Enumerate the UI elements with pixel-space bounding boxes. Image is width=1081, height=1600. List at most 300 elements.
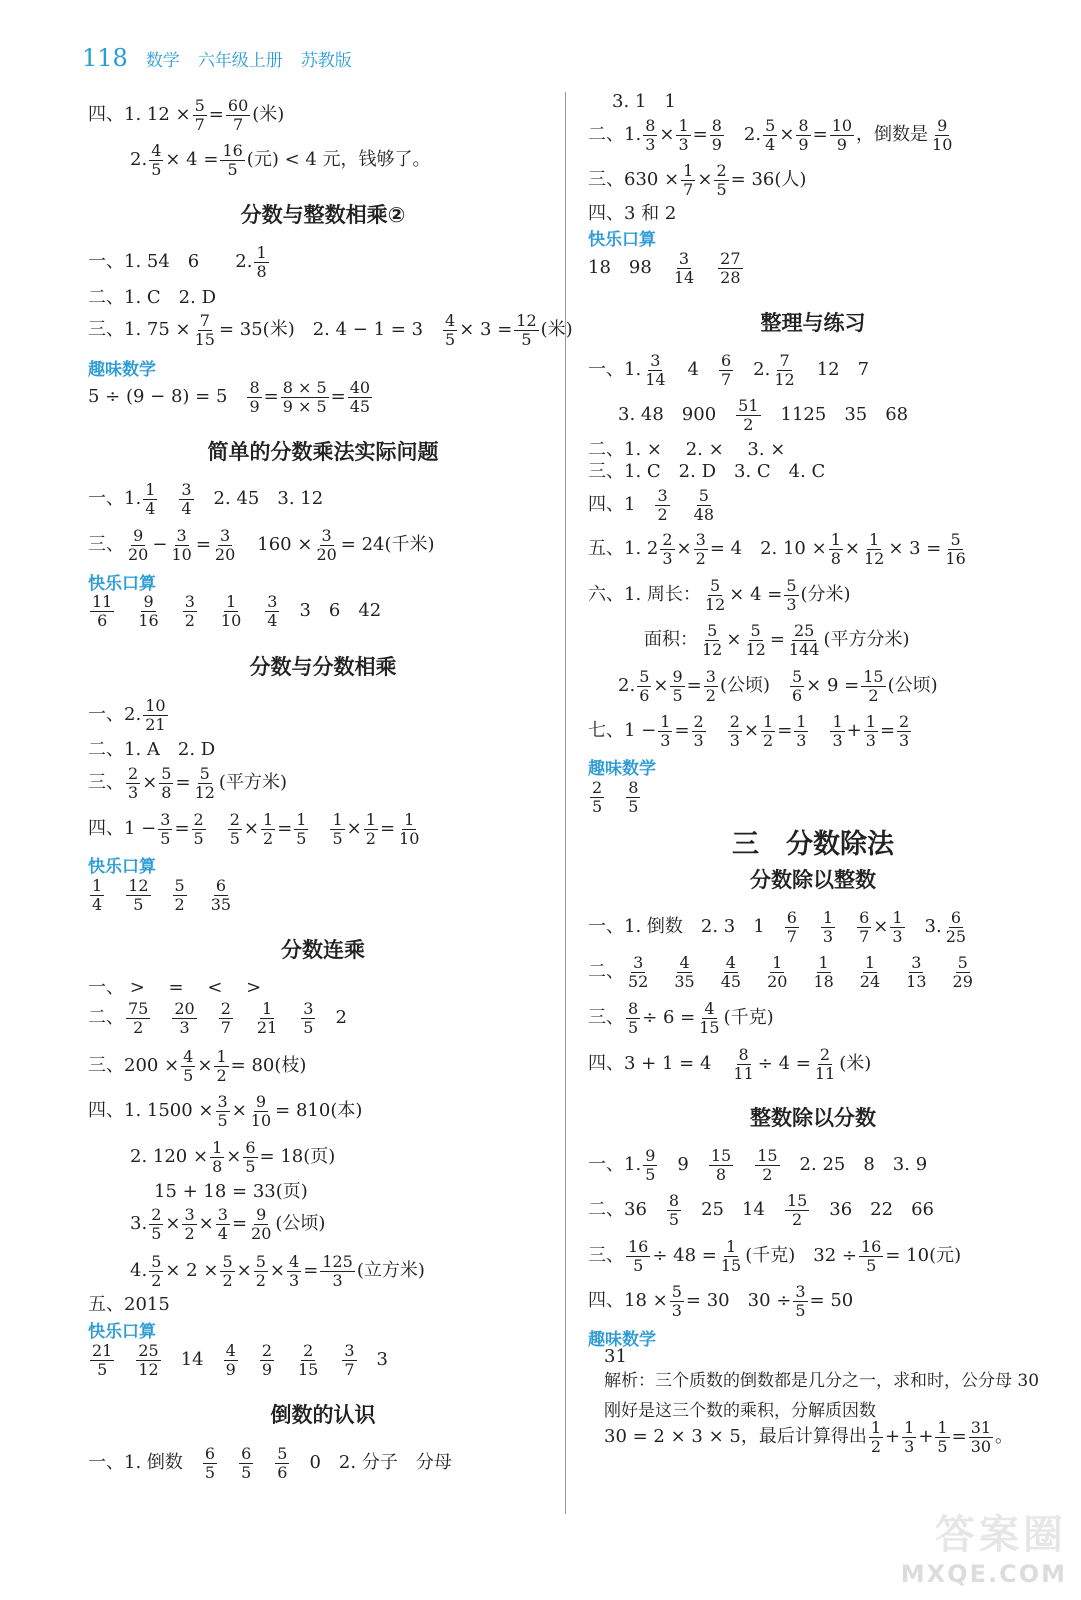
answer-text: = 36(人) xyxy=(730,169,807,191)
fraction-denominator: 20 xyxy=(767,971,788,991)
fraction xyxy=(193,312,217,348)
answer-text: × xyxy=(346,818,362,840)
fraction xyxy=(261,811,275,847)
fraction xyxy=(183,593,197,629)
fraction xyxy=(904,954,928,990)
answer-text: 2. 25 8 3. 9 xyxy=(781,1154,928,1176)
fraction-denominator: 5 xyxy=(937,1436,948,1456)
page-header xyxy=(82,44,352,74)
answer-text: 25 14 xyxy=(683,1199,783,1221)
answer-text: 2. xyxy=(735,359,771,381)
fraction-numerator: 8 × 5 xyxy=(282,378,327,398)
answer-text xyxy=(281,1008,299,1028)
fraction-numerator: 4 xyxy=(289,1252,300,1272)
fraction-numerator: 2 xyxy=(729,712,740,732)
fraction xyxy=(796,117,810,153)
answer-text: 0 2. 分子 分母 xyxy=(291,1452,452,1474)
section-tag: 快乐口算 xyxy=(588,230,656,250)
fraction-denominator: 9 xyxy=(261,1359,272,1379)
fraction xyxy=(193,97,207,133)
fraction xyxy=(861,668,885,704)
fraction-numerator: 3 xyxy=(795,1282,806,1302)
answer-text: 三、 xyxy=(588,1007,624,1029)
column-divider xyxy=(565,92,566,1514)
answer-text: = 4 2. 10 × xyxy=(709,538,827,560)
answer-text: 2. 120 × xyxy=(130,1146,209,1168)
fraction-denominator: 9 xyxy=(225,1359,236,1379)
fraction xyxy=(728,713,742,749)
answer-text xyxy=(735,1155,753,1175)
answer-line xyxy=(644,618,910,662)
section-title: 分数连乘 xyxy=(281,938,365,962)
answer-line xyxy=(588,1042,871,1086)
fraction-numerator: 6 xyxy=(721,351,732,371)
answer-text: 一、 > = < > xyxy=(88,977,262,999)
answer-line xyxy=(88,589,381,633)
fraction xyxy=(342,1342,356,1378)
answer-line xyxy=(88,873,235,917)
fraction xyxy=(951,954,975,990)
fraction-numerator: 7 xyxy=(779,351,790,371)
fraction-numerator: 4 xyxy=(725,953,736,973)
fraction-numerator: 5 xyxy=(709,576,721,596)
fraction-numerator: 1 xyxy=(92,876,103,896)
fraction-numerator: 1 xyxy=(216,1047,227,1067)
fraction xyxy=(897,713,911,749)
fraction xyxy=(755,1147,779,1183)
fraction-numerator: 3 xyxy=(695,530,706,550)
fraction-denominator: 3 xyxy=(179,1017,190,1037)
fraction-denominator: 45 xyxy=(349,396,371,416)
fraction xyxy=(731,1046,755,1082)
answer-text: = xyxy=(208,104,224,126)
fraction-numerator: 16 xyxy=(861,1237,882,1257)
answer-text xyxy=(116,1350,134,1370)
answer-text xyxy=(189,885,207,905)
fraction-denominator: 5 xyxy=(795,1300,806,1320)
fraction xyxy=(249,1093,273,1129)
fraction-numerator: 1 xyxy=(830,530,841,550)
fraction xyxy=(314,527,338,563)
answer-text xyxy=(745,962,763,982)
fraction-numerator: 5 xyxy=(765,116,776,136)
fraction-numerator: 3 xyxy=(633,953,644,973)
answer-text: × xyxy=(697,169,713,191)
fraction-numerator: 16 xyxy=(222,141,243,161)
answer-text: 一、1. 倒数 xyxy=(88,1452,201,1474)
fraction xyxy=(158,811,172,847)
answer-text: = xyxy=(379,818,396,840)
fraction-denominator: 35 xyxy=(674,971,695,991)
fraction-denominator: 12 xyxy=(774,369,795,389)
answer-text: 一、2. xyxy=(88,704,142,726)
fraction-denominator: 52 xyxy=(628,971,649,991)
fraction-numerator: 4 xyxy=(679,953,690,973)
fraction-denominator: 6 xyxy=(639,685,650,705)
fraction xyxy=(714,162,728,198)
fraction-numerator: 8 xyxy=(645,116,656,136)
answer-text: × xyxy=(269,1260,285,1282)
fraction-denominator: 2 xyxy=(174,894,185,914)
fraction-numerator: 3 xyxy=(267,592,278,612)
fraction xyxy=(670,1283,684,1319)
fraction-numerator: 9 xyxy=(133,526,144,546)
fraction-denominator: 5 xyxy=(133,894,144,914)
fraction-denominator: 7 xyxy=(721,369,732,389)
answer-text xyxy=(810,721,828,741)
fraction-numerator: 6 xyxy=(245,1138,256,1158)
fraction xyxy=(821,909,835,945)
answer-line xyxy=(588,348,869,392)
answer-text: (米) xyxy=(252,104,285,126)
fraction-denominator: 2 xyxy=(184,1223,195,1243)
fraction-numerator: 5 xyxy=(277,1444,288,1464)
fraction-denominator: 9 xyxy=(711,134,722,154)
answer-text: = xyxy=(674,720,690,742)
fraction-denominator: 4 xyxy=(92,894,103,914)
section-tag: 趣味数学 xyxy=(588,1330,656,1350)
fraction-numerator: 10 xyxy=(831,116,853,136)
fraction-denominator: 12 xyxy=(704,594,726,614)
fraction-numerator: 3 xyxy=(184,592,195,612)
fraction-numerator: 25 xyxy=(138,1341,159,1361)
fraction xyxy=(287,1253,301,1289)
fraction-denominator: 7 xyxy=(683,179,694,199)
fraction xyxy=(254,244,268,280)
answer-text: × xyxy=(743,720,760,742)
fraction xyxy=(179,481,193,517)
fraction xyxy=(301,1000,315,1036)
fraction xyxy=(209,877,233,913)
fraction xyxy=(149,142,163,178)
fraction-numerator: 20 xyxy=(174,999,195,1019)
explanation-text: 解析：三个质数的倒数都是几分之一，求和时，公分母 30 刚好是这三个数的乘积，分解质因数 xyxy=(604,1371,1040,1421)
answer-text: = xyxy=(686,675,702,697)
fraction-numerator: 2 xyxy=(220,999,231,1019)
fraction-denominator: 7 xyxy=(220,1017,231,1037)
answer-text: × xyxy=(726,629,742,651)
fraction-numerator: 4 xyxy=(183,1047,194,1067)
answer-text: = 10(元) xyxy=(885,1245,962,1267)
fraction-numerator: 1 xyxy=(261,999,273,1019)
fraction-numerator: 1 xyxy=(796,712,807,732)
answer-text: = xyxy=(175,772,191,794)
fraction-denominator: 5 xyxy=(672,685,683,705)
answer-line xyxy=(588,527,970,571)
fraction-denominator: 3 xyxy=(289,1270,300,1290)
fraction-denominator: 2 xyxy=(133,1017,144,1037)
fraction-numerator: 5 xyxy=(151,1252,162,1272)
answer-text: + xyxy=(918,1426,934,1448)
answer-text: 二、1. A 2. D xyxy=(88,739,216,761)
answer-text: 36 22 66 xyxy=(811,1199,934,1221)
fraction xyxy=(90,593,114,629)
fraction-denominator: 5 xyxy=(204,1462,216,1482)
fraction-denominator: 2 xyxy=(868,685,879,705)
answer-text: = xyxy=(330,386,346,408)
fraction-numerator: 1 xyxy=(818,953,829,973)
answer-text: = xyxy=(263,386,279,408)
fraction xyxy=(718,250,742,286)
answer-text xyxy=(801,917,819,937)
answer-text: 1125 35 68 xyxy=(762,404,909,426)
answer-text: 三、 xyxy=(88,772,124,794)
fraction-denominator: 5 xyxy=(668,1209,680,1229)
answer-text: (米) xyxy=(540,319,573,341)
fraction xyxy=(213,527,237,563)
answer-text xyxy=(235,1008,253,1028)
answer-text: 160 × xyxy=(239,534,313,556)
answer-text: (公顷) xyxy=(887,675,938,697)
answer-text: = xyxy=(812,124,828,146)
answer-text xyxy=(606,787,624,807)
fraction-denominator: 2 xyxy=(763,730,774,750)
answer-text xyxy=(652,962,670,982)
fraction-numerator: 9 xyxy=(255,1092,267,1112)
fraction-numerator: 1 xyxy=(772,953,783,973)
fraction xyxy=(294,811,308,847)
answer-text: (公顷) xyxy=(719,675,788,697)
fraction-numerator: 6 xyxy=(859,908,870,928)
fraction-denominator: 5 xyxy=(241,1462,252,1482)
edition-label: 苏教版 xyxy=(300,51,352,71)
answer-text: = 24(千米) xyxy=(340,534,435,556)
section-tag: 快乐口算 xyxy=(88,574,156,594)
fraction xyxy=(265,593,279,629)
fraction-numerator: 3 xyxy=(911,953,922,973)
answer-text: 一、1. 54 6 2. xyxy=(88,251,253,273)
fraction-denominator: 2 xyxy=(222,1270,233,1290)
fraction xyxy=(626,779,640,815)
answer-text: + xyxy=(846,720,862,742)
fraction xyxy=(811,954,835,990)
fraction xyxy=(126,765,140,801)
fraction-denominator: 15 xyxy=(194,329,215,349)
fraction-denominator: 10 xyxy=(220,610,242,630)
fraction-denominator: 5 xyxy=(97,1359,108,1379)
fraction xyxy=(890,909,904,945)
fraction-numerator: 12 xyxy=(516,311,537,331)
fraction-numerator: 1 xyxy=(763,712,774,732)
answer-text: 六、1. 周长： xyxy=(588,584,701,606)
answer-text xyxy=(199,601,217,621)
fraction xyxy=(626,954,650,990)
fraction-numerator: 5 xyxy=(698,486,709,506)
fraction-denominator: 5 xyxy=(633,1255,644,1275)
fraction-denominator: 12 xyxy=(745,639,766,659)
fraction xyxy=(794,713,808,749)
answer-text: × xyxy=(873,916,889,938)
fraction xyxy=(216,1206,230,1242)
fraction xyxy=(681,162,695,198)
fraction xyxy=(700,622,724,658)
fraction-denominator: 5 xyxy=(645,1164,656,1184)
fraction xyxy=(90,1342,114,1378)
answer-text xyxy=(255,1453,273,1473)
answer-text: 2. xyxy=(725,124,762,146)
fraction-numerator: 5 xyxy=(707,621,718,641)
fraction-denominator: 6 xyxy=(791,685,803,705)
fraction-numerator: 6 xyxy=(950,908,961,928)
answer-text: = 35(米) 2. 4 − 1 = 3 xyxy=(218,319,442,341)
fraction xyxy=(869,1419,883,1455)
answer-text: = xyxy=(231,1213,248,1235)
fraction-numerator: 3 xyxy=(705,667,716,687)
fraction-denominator: 10 xyxy=(250,1110,272,1130)
fraction-denominator: 9 xyxy=(249,396,260,416)
fraction xyxy=(590,779,604,815)
answer-line xyxy=(588,113,956,157)
fraction xyxy=(930,117,954,153)
answer-line xyxy=(88,1044,306,1088)
answer-text: (千克) xyxy=(723,1007,774,1029)
fraction-numerator: 75 xyxy=(128,999,149,1019)
fraction xyxy=(172,1000,196,1036)
fraction-numerator: 10 xyxy=(145,696,166,716)
fraction-denominator: 2 xyxy=(365,828,376,848)
fraction xyxy=(704,668,718,704)
answer-line xyxy=(88,1338,388,1382)
answer-text: 五、2015 xyxy=(88,1294,170,1316)
answer-line xyxy=(588,1143,927,1187)
page-number: 118 xyxy=(82,44,128,72)
fraction-denominator: 3 xyxy=(729,730,740,750)
answer-line xyxy=(588,1279,853,1323)
answer-text xyxy=(116,601,134,621)
answer-text xyxy=(322,1350,340,1370)
fraction-numerator: 4 xyxy=(225,1341,236,1361)
fraction-denominator: 4 xyxy=(181,498,192,518)
fraction-numerator: 3 xyxy=(184,1205,195,1225)
answer-text: × xyxy=(653,675,669,697)
fraction-numerator: 1 xyxy=(725,1237,737,1257)
answer-text xyxy=(219,1453,237,1473)
answer-text: 四、1 xyxy=(588,494,654,516)
fraction-denominator: 9 xyxy=(798,134,809,154)
fraction-denominator: 7 xyxy=(194,114,205,134)
fraction-denominator: 24 xyxy=(859,971,881,991)
fraction-numerator: 2 xyxy=(128,764,139,784)
fraction xyxy=(703,577,727,613)
fraction xyxy=(862,531,886,567)
fraction xyxy=(864,713,878,749)
fraction-numerator: 1 xyxy=(225,592,237,612)
answer-text: 12 7 xyxy=(798,359,870,381)
fraction-numerator: 2 xyxy=(693,712,704,732)
answer-text: × 3 = xyxy=(459,319,513,341)
answer-text: 二、36 xyxy=(588,1199,665,1221)
answer-text: (立方米) xyxy=(356,1260,425,1282)
fraction-denominator: 15 xyxy=(298,1359,319,1379)
fraction-denominator: 5 xyxy=(217,1110,228,1130)
answer-text xyxy=(837,917,855,937)
fraction-numerator: 5 xyxy=(194,96,205,116)
fraction xyxy=(136,593,160,629)
fraction-denominator: 18 xyxy=(813,971,834,991)
fraction xyxy=(969,1419,993,1455)
fraction-numerator: 40 xyxy=(349,378,371,398)
fraction-numerator: 3 xyxy=(650,351,661,371)
answer-text: = xyxy=(951,1426,967,1448)
fraction xyxy=(214,1048,228,1084)
fraction-numerator: 1 xyxy=(678,116,689,136)
section-title: 分数除以整数 xyxy=(750,868,876,892)
fraction-numerator: 5 xyxy=(161,764,172,784)
fraction-numerator: 6 xyxy=(215,876,226,896)
fraction-denominator: 16 xyxy=(138,610,159,630)
fraction xyxy=(348,379,372,415)
answer-text: × 2 × xyxy=(165,1260,219,1282)
fraction-denominator: 21 xyxy=(145,714,166,734)
answer-line xyxy=(130,1202,325,1246)
fraction-denominator: 2 xyxy=(184,610,195,630)
answer-text: × 4 = xyxy=(729,584,783,606)
answer-text: = 80(枝) xyxy=(230,1055,307,1077)
fraction-numerator: 3 xyxy=(303,999,314,1019)
fraction-numerator: 8 xyxy=(249,378,260,398)
fraction xyxy=(247,379,261,415)
answer-text: 3. 48 900 xyxy=(618,404,735,426)
fraction-denominator: 5 xyxy=(160,828,171,848)
fraction-numerator: 5 xyxy=(222,1252,233,1272)
watermark-url: MXQE.COM xyxy=(900,1560,1067,1588)
fraction-numerator: 5 xyxy=(639,667,650,687)
answer-text: × xyxy=(659,124,675,146)
fraction xyxy=(858,954,882,990)
fraction-numerator: 1 xyxy=(904,1418,915,1438)
fraction-numerator: 3 xyxy=(160,810,171,830)
answer-text: × xyxy=(226,1146,242,1168)
fraction-denominator: 2 xyxy=(743,414,754,434)
fraction-numerator: 8 xyxy=(668,1191,680,1211)
answer-text: 2. 45 3. 12 xyxy=(195,488,324,510)
answer-text xyxy=(153,885,171,905)
fraction-denominator: 2 xyxy=(263,828,274,848)
fraction-denominator: 8 xyxy=(830,548,841,568)
fraction-denominator: 20 xyxy=(316,544,337,564)
answer-text: = xyxy=(777,720,793,742)
fraction-denominator: 4 xyxy=(145,498,156,518)
fraction xyxy=(626,1238,650,1274)
answer-text: = xyxy=(769,629,785,651)
fraction xyxy=(643,1147,657,1183)
fraction-denominator: 4 xyxy=(217,1223,228,1243)
fraction-numerator: 125 xyxy=(322,1252,353,1272)
fraction-denominator: 25 xyxy=(945,926,967,946)
answer-line xyxy=(130,1249,425,1293)
fraction-denominator: 48 xyxy=(693,504,714,524)
answer-text: − xyxy=(152,534,168,556)
fraction xyxy=(255,1000,279,1036)
answer-text: = 810(本) xyxy=(275,1100,363,1122)
answer-line xyxy=(130,138,431,182)
fraction xyxy=(692,487,716,523)
fraction-numerator: 1 xyxy=(296,810,307,830)
answer-text: 5 ÷ (9 − 8) = 5 xyxy=(88,386,246,408)
fraction-numerator: 9 xyxy=(672,667,683,687)
fraction-numerator: 15 xyxy=(757,1146,778,1166)
fraction-numerator: 8 xyxy=(711,116,722,136)
fraction-denominator: 14 xyxy=(645,369,666,389)
section-tag: 快乐口算 xyxy=(88,857,156,877)
fraction xyxy=(697,1000,721,1036)
fraction xyxy=(772,352,796,388)
fraction-denominator: 5 xyxy=(193,828,204,848)
answer-text xyxy=(698,258,716,278)
fraction-denominator: 5 xyxy=(628,796,639,816)
fraction-denominator: 3 xyxy=(662,548,673,568)
fraction xyxy=(672,954,696,990)
